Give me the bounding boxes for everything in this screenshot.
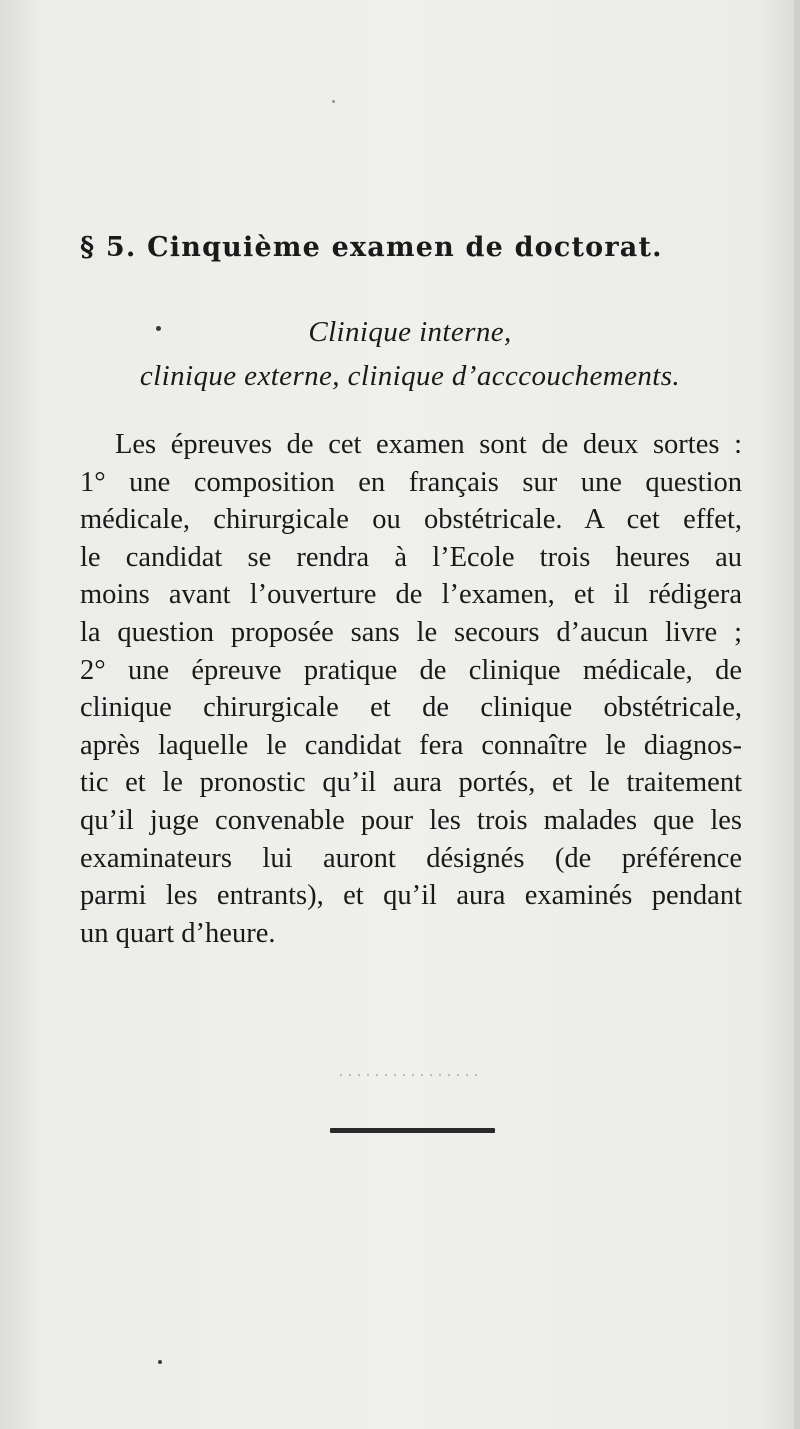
section-heading: § 5. Cinquième examen de doctorat. bbox=[80, 232, 663, 263]
body-line: examinateurs lui auront désignés (de préférence bbox=[80, 842, 742, 874]
section-subtitle bbox=[80, 310, 740, 398]
body-line: Les épreuves de cet examen sont de deux sortes : bbox=[115, 429, 742, 460]
body-line: tic et le pronostic qu’il aura portés, et le traitement bbox=[80, 767, 742, 799]
body-line: 2° une épreuve pratique de clinique médicale, de bbox=[80, 654, 742, 686]
page-edge bbox=[794, 0, 800, 1429]
body-line: après laquelle le candidat fera connaître le diagnos- bbox=[80, 729, 742, 761]
ink-speck bbox=[158, 1360, 162, 1364]
body-line: la question proposée sans le secours d’aucun livre ; bbox=[80, 616, 742, 648]
body-line: 1° une composition en français sur une question bbox=[80, 466, 742, 498]
body-line: un quart d’heure. bbox=[80, 917, 276, 949]
faint-divider bbox=[340, 1074, 480, 1076]
ink-speck bbox=[156, 326, 161, 331]
body-line: le candidat se rendra à l’Ecole trois heures au bbox=[80, 541, 742, 573]
body-paragraph bbox=[80, 426, 742, 952]
body-line: parmi les entrants), et qu’il aura examinés pendant bbox=[80, 880, 742, 912]
body-line: moins avant l’ouverture de l’examen, et il rédigera bbox=[80, 579, 742, 611]
body-line: clinique chirurgicale et de clinique obstétricale, bbox=[80, 692, 742, 724]
body-line: médicale, chirurgicale ou obstétricale. A cet effet, bbox=[80, 504, 742, 536]
subtitle-line-2: clinique externe, clinique d’acccouchements. bbox=[139, 360, 681, 392]
ink-speck bbox=[332, 100, 335, 103]
section-end-rule bbox=[330, 1128, 495, 1133]
body-line: qu’il juge convenable pour les trois malades que les bbox=[80, 804, 742, 836]
subtitle-line-1: Clinique interne, bbox=[308, 316, 512, 348]
